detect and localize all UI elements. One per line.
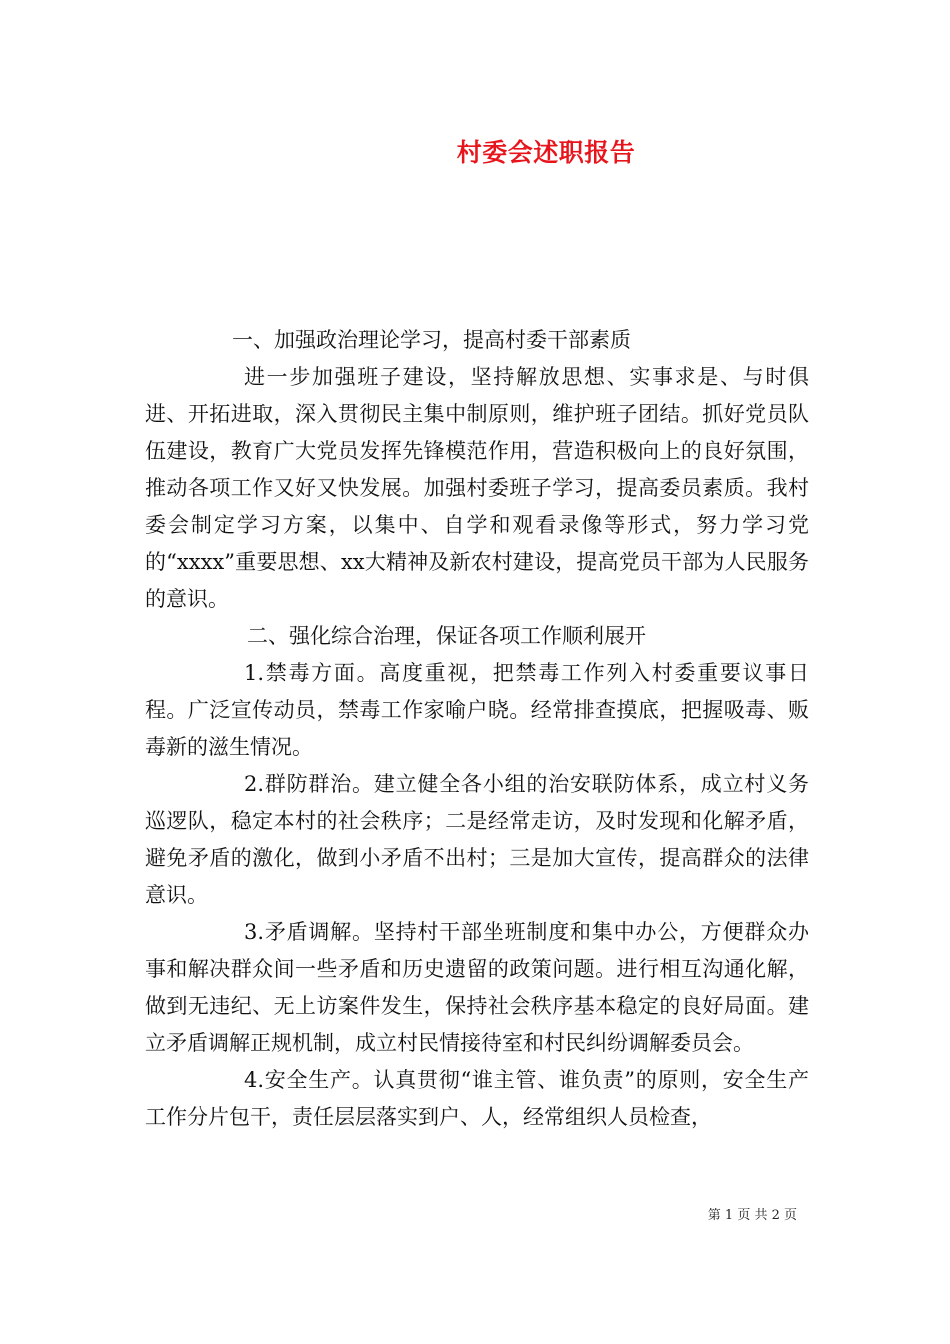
section-heading-1: 一、加强政治理论学习，提高村委干部素质: [232, 328, 631, 352]
document-body: [145, 322, 809, 1136]
page-number: 第 1 页 共 2 页: [707, 1208, 797, 1223]
paragraph-1: 进一步加强班子建设，坚持解放思想、实事求是、与时俱进、开拓进取，深入贯彻民主集中制原则，维护班子团结。抓好党员队伍建设，教育广大党员发挥先锋模范作用，营造积极向上的良好氛围，推动各项工作又好又快发展。加强村委班子学习，提高委员素质。我村委会制定学习方案，以集中、自学和观看录像等形式，努力学习党的“xxxx”重要思想、xx大精神及新农村建设，提高党员干部为人民服务的意识。: [145, 365, 809, 611]
paragraph-safety-production: 4.安全生产。认真贯彻“谁主管、谁负责”的原则，安全生产工作分片包干，责任层层落实到户、人，经常组织人员检查，: [145, 1068, 809, 1129]
paragraph-group-defense: 2.群防群治。建立健全各小组的治安联防体系，成立村义务巡逻队，稳定本村的社会秩序；二是经常走访，及时发现和化解矛盾，避免矛盾的激化，做到小矛盾不出村；三是加大宣传，提高群众的法律意识。: [145, 772, 809, 907]
paragraph-drug-control: 1.禁毒方面。高度重视，把禁毒工作列入村委重要议事日程。广泛宣传动员，禁毒工作家喻户晓。经常排查摸底，把握吸毒、贩毒新的滋生情况。: [145, 661, 809, 759]
paragraph-conflict-mediation: 3.矛盾调解。坚持村干部坐班制度和集中办公，方便群众办事和解决群众间一些矛盾和历史遗留的政策问题。进行相互沟通化解，做到无违纪、无上访案件发生，保持社会秩序基本稳定的良好局面。建立矛盾调解正规机制，成立村民情接待室和村民纠纷调解委员会。: [145, 920, 809, 1055]
section-heading-2: 二、强化综合治理，保证各项工作顺利展开: [247, 624, 646, 648]
document-title: 村委会述职报告: [456, 138, 636, 167]
